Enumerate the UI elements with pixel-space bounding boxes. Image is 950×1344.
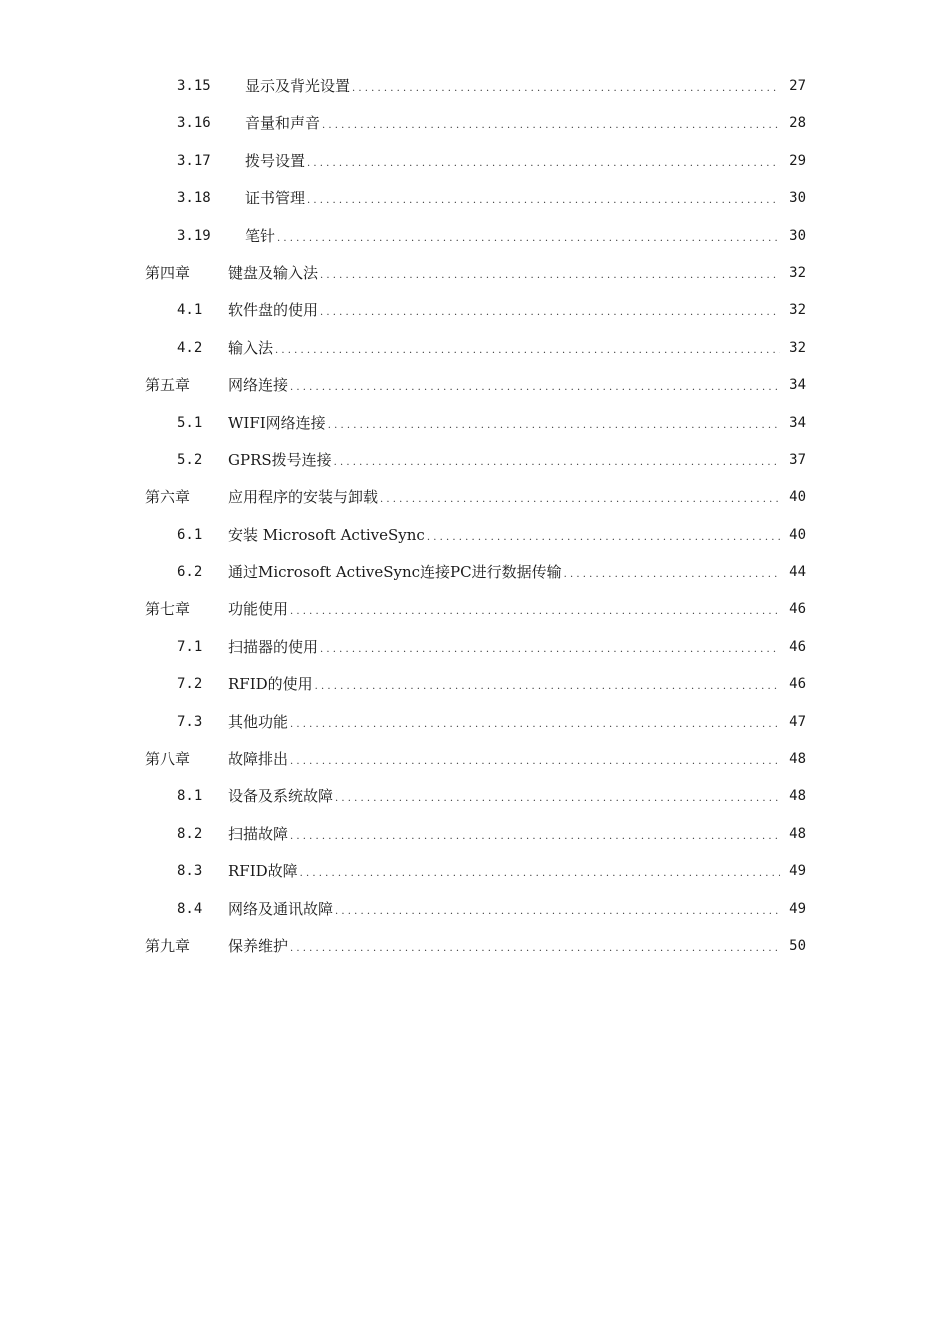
dot-leader xyxy=(427,517,780,554)
toc-entry[interactable] xyxy=(177,180,806,217)
dot-leader xyxy=(322,105,780,142)
toc-entry[interactable] xyxy=(177,105,806,142)
toc-entry-number: 3.15 xyxy=(177,78,211,94)
dot-leader xyxy=(380,479,780,516)
toc-entry-title: 网络及通讯故障 xyxy=(228,900,334,918)
toc-entry-page: 47 xyxy=(789,714,806,730)
dot-leader xyxy=(275,330,780,367)
dot-leader xyxy=(564,554,780,591)
toc-entry-page: 48 xyxy=(789,826,806,842)
toc-entry[interactable] xyxy=(177,629,806,666)
toc-entry-number: 4.1 xyxy=(177,302,203,318)
toc-entry-title: 证书管理 xyxy=(245,189,306,207)
toc-entry-title: 拨号设置 xyxy=(245,152,306,170)
dot-leader xyxy=(328,405,780,442)
toc-entry[interactable] xyxy=(177,891,806,928)
toc-chapter[interactable] xyxy=(145,591,806,628)
dot-leader xyxy=(307,180,780,217)
toc-entry[interactable] xyxy=(177,405,806,442)
dot-leader xyxy=(334,442,780,479)
toc-entry-page: 29 xyxy=(789,153,806,169)
toc-entry-number: 6.1 xyxy=(177,527,203,543)
dot-leader xyxy=(290,591,780,628)
dot-leader xyxy=(290,928,780,965)
toc-entry-title: 软件盘的使用 xyxy=(228,301,319,319)
toc-chapter-number: 第五章 xyxy=(145,376,191,394)
dot-leader xyxy=(320,629,780,666)
toc-entry-title: 安装 Microsoft ActiveSync xyxy=(228,526,425,544)
toc-entry[interactable] xyxy=(177,442,806,479)
toc-entry-title: WIFI网络连接 xyxy=(228,414,326,432)
toc-entry[interactable] xyxy=(177,778,806,815)
toc-entry-page: 32 xyxy=(789,340,806,356)
toc-chapter-number: 第八章 xyxy=(145,750,191,768)
toc-chapter-title: 功能使用 xyxy=(228,600,289,618)
toc-entry-title: 设备及系统故障 xyxy=(228,787,334,805)
toc-chapter-title: 保养维护 xyxy=(228,937,289,955)
dot-leader xyxy=(352,68,780,105)
toc-chapter-page: 48 xyxy=(789,751,806,767)
toc-entry-page: 30 xyxy=(789,228,806,244)
toc-entry[interactable] xyxy=(177,554,806,591)
toc-entry-number: 8.3 xyxy=(177,863,203,879)
toc-chapter-title: 键盘及输入法 xyxy=(228,264,319,282)
toc-entry-title: 笔针 xyxy=(245,227,276,245)
toc-entry-title: 扫描器的使用 xyxy=(228,638,319,656)
toc-chapter-page: 46 xyxy=(789,601,806,617)
toc-entry-number: 8.1 xyxy=(177,788,203,804)
dot-leader xyxy=(335,778,780,815)
toc-entry-title: 其他功能 xyxy=(228,713,289,731)
dot-leader xyxy=(300,853,780,890)
toc-entry-page: 44 xyxy=(789,564,806,580)
toc-entry-number: 3.17 xyxy=(177,153,211,169)
toc-entry[interactable] xyxy=(177,330,806,367)
toc-chapter-title: 应用程序的安装与卸载 xyxy=(228,488,379,506)
toc-entry-page: 49 xyxy=(789,863,806,879)
toc-entry[interactable] xyxy=(177,816,806,853)
toc-entry-page: 46 xyxy=(789,676,806,692)
toc-entry-title: 通过Microsoft ActiveSync连接PC进行数据传输 xyxy=(228,563,562,581)
toc-entry[interactable] xyxy=(177,143,806,180)
toc-entry-number: 3.19 xyxy=(177,228,211,244)
dot-leader xyxy=(315,666,780,703)
toc-chapter-number: 第四章 xyxy=(145,264,191,282)
dot-leader xyxy=(290,367,780,404)
toc-entry-page: 49 xyxy=(789,901,806,917)
toc-entry[interactable] xyxy=(177,292,806,329)
toc-entry-page: 32 xyxy=(789,302,806,318)
toc-entry-title: 扫描故障 xyxy=(228,825,289,843)
toc-entry[interactable] xyxy=(177,68,806,105)
toc-chapter-title: 网络连接 xyxy=(228,376,289,394)
toc-chapter-number: 第六章 xyxy=(145,488,191,506)
dot-leader xyxy=(277,218,780,255)
toc-entry-number: 5.1 xyxy=(177,415,203,431)
toc-entry-page: 27 xyxy=(789,78,806,94)
toc-entry-title: 输入法 xyxy=(228,339,274,357)
toc-entry-page: 37 xyxy=(789,452,806,468)
toc-chapter-page: 34 xyxy=(789,377,806,393)
dot-leader xyxy=(290,816,780,853)
toc-entry-number: 6.2 xyxy=(177,564,203,580)
dot-leader xyxy=(320,292,780,329)
toc-entry[interactable] xyxy=(177,704,806,741)
toc-entry-page: 30 xyxy=(789,190,806,206)
toc-entry-title: RFID故障 xyxy=(228,862,298,880)
toc-entry-title: GPRS拨号连接 xyxy=(228,451,332,469)
toc-entry-title: RFID的使用 xyxy=(228,675,313,693)
toc-entry-number: 3.16 xyxy=(177,115,211,131)
toc-entry[interactable] xyxy=(177,666,806,703)
dot-leader xyxy=(290,704,780,741)
toc-entry[interactable] xyxy=(177,218,806,255)
toc-entry-title: 音量和声音 xyxy=(245,114,321,132)
toc-chapter-page: 50 xyxy=(789,938,806,954)
toc-chapter-page: 40 xyxy=(789,489,806,505)
toc-entry-title: 显示及背光设置 xyxy=(245,77,351,95)
toc-entry-number: 5.2 xyxy=(177,452,203,468)
toc-entry[interactable] xyxy=(177,853,806,890)
toc-entry-number: 7.2 xyxy=(177,676,203,692)
toc-chapter[interactable] xyxy=(145,367,806,404)
toc-chapter[interactable] xyxy=(145,255,806,292)
toc-entry-number: 3.18 xyxy=(177,190,211,206)
toc-entry-page: 40 xyxy=(789,527,806,543)
dot-leader xyxy=(335,891,780,928)
dot-leader xyxy=(307,143,780,180)
toc-entry-number: 7.3 xyxy=(177,714,203,730)
toc-chapter-page: 32 xyxy=(789,265,806,281)
toc-entry-page: 48 xyxy=(789,788,806,804)
toc-chapter-number: 第九章 xyxy=(145,937,191,955)
toc-entry-number: 4.2 xyxy=(177,340,203,356)
toc-chapter[interactable] xyxy=(145,928,806,965)
toc-entry-page: 46 xyxy=(789,639,806,655)
toc-chapter-number: 第七章 xyxy=(145,600,191,618)
toc-entry-number: 7.1 xyxy=(177,639,203,655)
toc-chapter-title: 故障排出 xyxy=(228,750,289,768)
toc-chapter[interactable] xyxy=(145,741,806,778)
toc-entry-page: 34 xyxy=(789,415,806,431)
toc-entry[interactable] xyxy=(177,517,806,554)
dot-leader xyxy=(290,741,780,778)
toc-chapter[interactable] xyxy=(145,479,806,516)
dot-leader xyxy=(320,255,780,292)
toc-entry-number: 8.2 xyxy=(177,826,203,842)
toc-entry-number: 8.4 xyxy=(177,901,203,917)
toc-entry-page: 28 xyxy=(789,115,806,131)
